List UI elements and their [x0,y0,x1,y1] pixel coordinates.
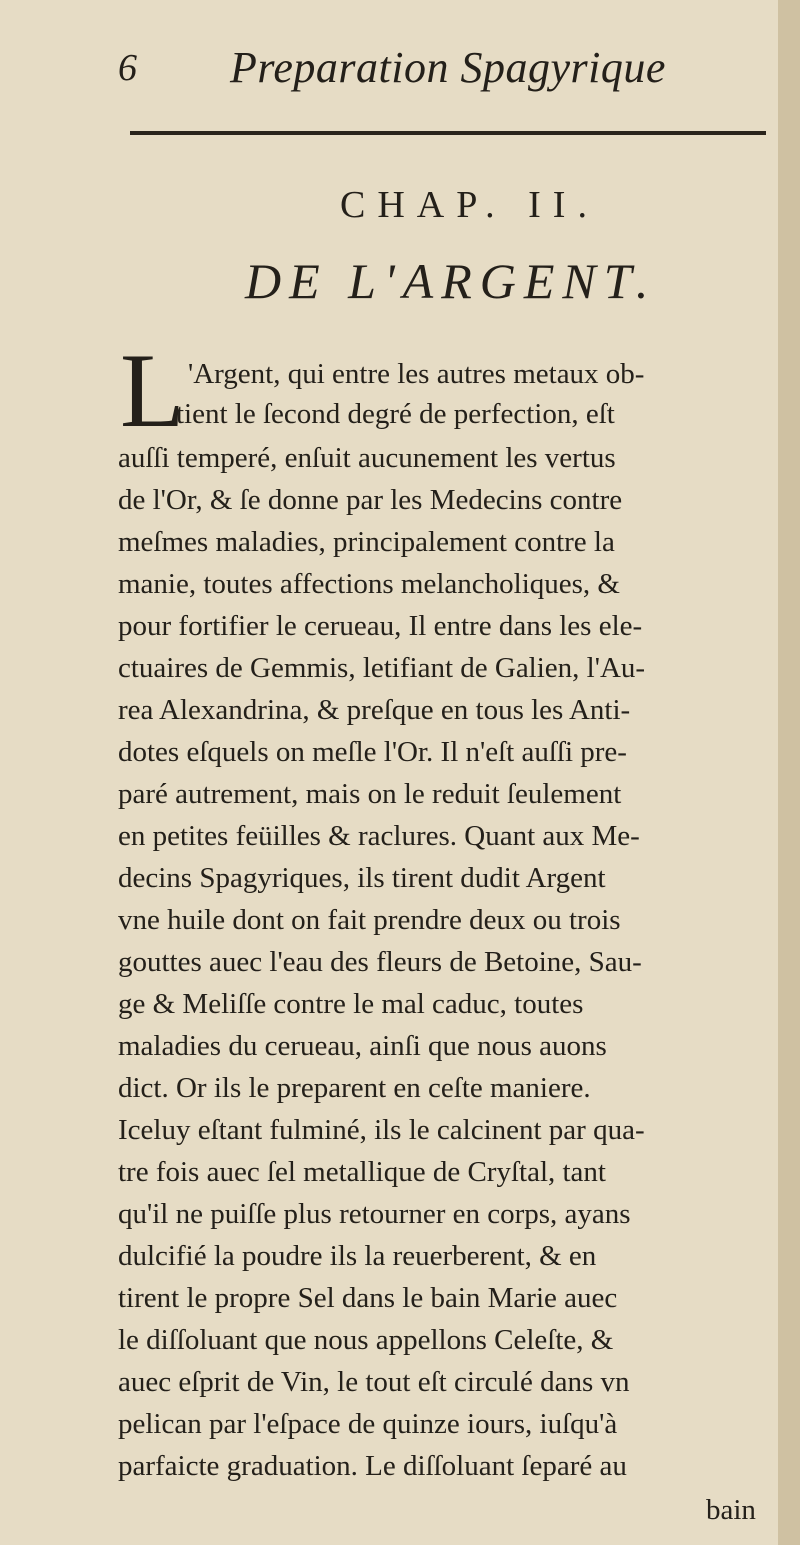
chapter-label: CHAP. II. [340,184,599,226]
chapter-title: DE L'ARGENT. [245,253,657,309]
text-line-22: dulcifié la poudre ils la reuerberent, & en [118,1240,597,1272]
text-line-7: pour fortifier le cerueau, Il entre dans les ele- [118,610,643,642]
text-line-13: decins Spagyriques, ils tirent dudit Argent [118,862,606,894]
text-line-11: paré autrement, mais on le reduit ſeulement [118,778,622,810]
text-line-5: meſmes maladies, principalement contre la [118,526,615,558]
text-line-6: manie, toutes affections melancholiques, & [118,568,620,600]
text-line-8: ctuaires de Gemmis, letifiant de Galien, l'Au- [118,652,646,684]
text-line-27: parfaicte graduation. Le diſſoluant ſeparé au [118,1450,627,1482]
text-line-3: auſſi temperé, enſuit aucunement les vertus [118,442,616,474]
drop-cap: L [120,332,185,449]
text-line-18: dict. Or ils le preparent en ceſte maniere. [118,1072,591,1104]
text-line-16: ge & Meliſſe contre le mal caduc, toutes [118,988,584,1020]
text-line-9: rea Alexandrina, & preſque en tous les Anti- [118,694,631,726]
text-line-23: tirent le propre Sel dans le bain Marie auec [118,1282,618,1314]
text-line-26: pelican par l'eſpace de quinze iours, iuſqu'à [118,1408,618,1440]
text-line-2: tient le ſecond degré de perfection, eſt [176,398,615,430]
header-rule [130,131,766,135]
text-line-12: en petites feüilles & raclures. Quant aux Me- [118,820,640,852]
catchword: bain [706,1494,756,1526]
text-line-25: auec eſprit de Vin, le tout eſt circulé dans vn [118,1366,630,1398]
text-line-20: tre fois auec ſel metallique de Cryſtal, tant [118,1156,606,1188]
running-head: Preparation Spagyrique [230,43,666,92]
text-line-15: gouttes auec l'eau des fleurs de Betoine, Sau- [118,946,642,978]
text-line-4: de l'Or, & ſe donne par les Medecins contre [118,484,623,516]
text-line-10: dotes eſquels on meſle l'Or. Il n'eſt auſſi pre- [118,736,627,768]
page-edge-shadow [778,0,800,1545]
text-line-17: maladies du cerueau, ainſi que nous auons [118,1030,607,1062]
text-line-19: Iceluy eſtant fulminé, ils le calcinent par qua- [118,1114,645,1146]
text-line-21: qu'il ne puiſſe plus retourner en corps, ayans [118,1198,631,1230]
text-line-14: vne huile dont on fait prendre deux ou trois [118,904,621,936]
text-line-24: le diſſoluant que nous appellons Celeſte, & [118,1324,614,1356]
text-line-1: 'Argent, qui entre les autres metaux ob- [188,358,645,390]
page-number: 6 [118,47,137,89]
